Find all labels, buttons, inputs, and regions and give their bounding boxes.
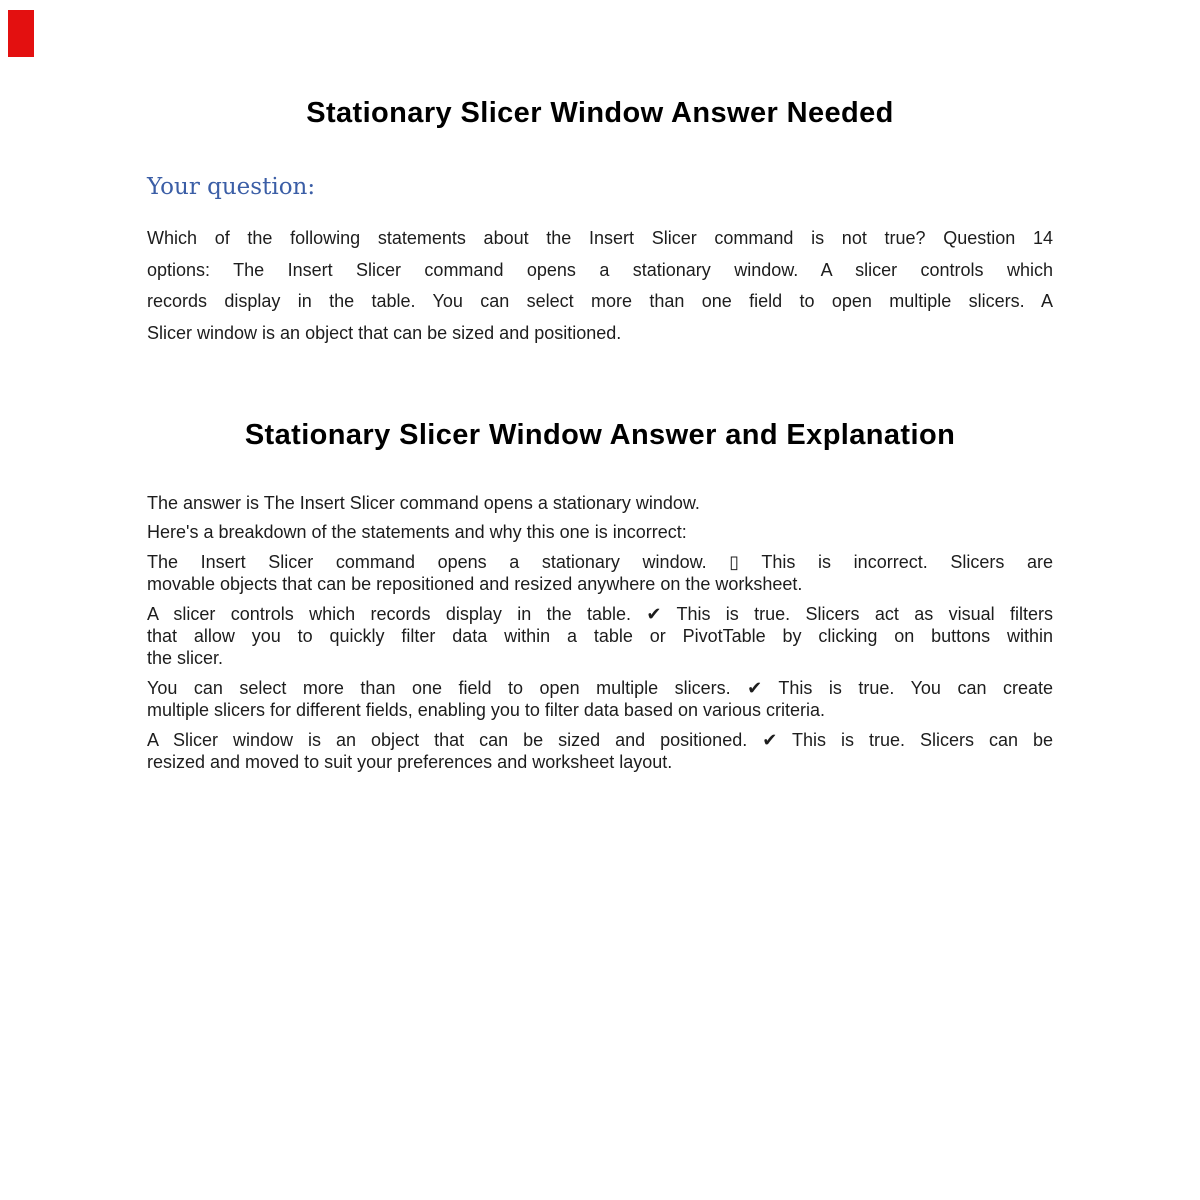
answer-paragraph	[147, 492, 1053, 514]
breakdown-intro-paragraph	[147, 521, 1053, 543]
statement-paragraph	[147, 729, 1053, 774]
text-line: multiple slicers for different fields, enabling you to filter data based on various criteria.	[147, 700, 826, 721]
text-line: resized and moved to suit your preferences and worksheet layout.	[147, 752, 673, 773]
text-line: A slicer controls which records display in the table. ✔ This is true. Slicers act as visual filters	[147, 603, 1053, 624]
text-line: records display in the table. You can select more than one field to open multiple slicers. A	[147, 291, 1053, 311]
statement-paragraph	[147, 603, 1053, 670]
text-line: The Insert Slicer command opens a stationary window. ▯ This is incorrect. Slicers are	[147, 551, 1053, 572]
text-line: that allow you to quickly filter data within a table or PivotTable by clicking on buttons within	[147, 626, 1053, 647]
explanation-section	[147, 492, 1053, 773]
section-title: Stationary Slicer Window Answer and Explanation	[244, 419, 956, 451]
statement-paragraph	[147, 677, 1053, 722]
red-corner-marker	[8, 10, 34, 57]
text-line: Which of the following statements about the Insert Slicer command is not true? Question 14	[147, 228, 1053, 248]
text-line: the slicer.	[147, 648, 224, 669]
your-question-label: Your question:	[147, 174, 316, 200]
text-line: You can select more than one field to open multiple slicers. ✔ This is true. You can create	[147, 677, 1053, 698]
text-line: Slicer window is an object that can be sized and positioned.	[147, 322, 622, 343]
text-line: The answer is The Insert Slicer command opens a stationary window.	[147, 493, 700, 513]
text-line: Here's a breakdown of the statements and why this one is incorrect:	[147, 522, 687, 543]
text-line: A Slicer window is an object that can be sized and positioned. ✔ This is true. Slicers can be	[147, 729, 1053, 750]
text-line: movable objects that can be repositioned and resized anywhere on the worksheet.	[147, 574, 803, 595]
page-title: Stationary Slicer Window Answer Needed	[306, 97, 894, 129]
question-paragraph	[147, 223, 1053, 349]
statement-paragraph	[147, 551, 1053, 596]
text-line: options: The Insert Slicer command opens a stationary window. A slicer controls which	[147, 259, 1053, 280]
